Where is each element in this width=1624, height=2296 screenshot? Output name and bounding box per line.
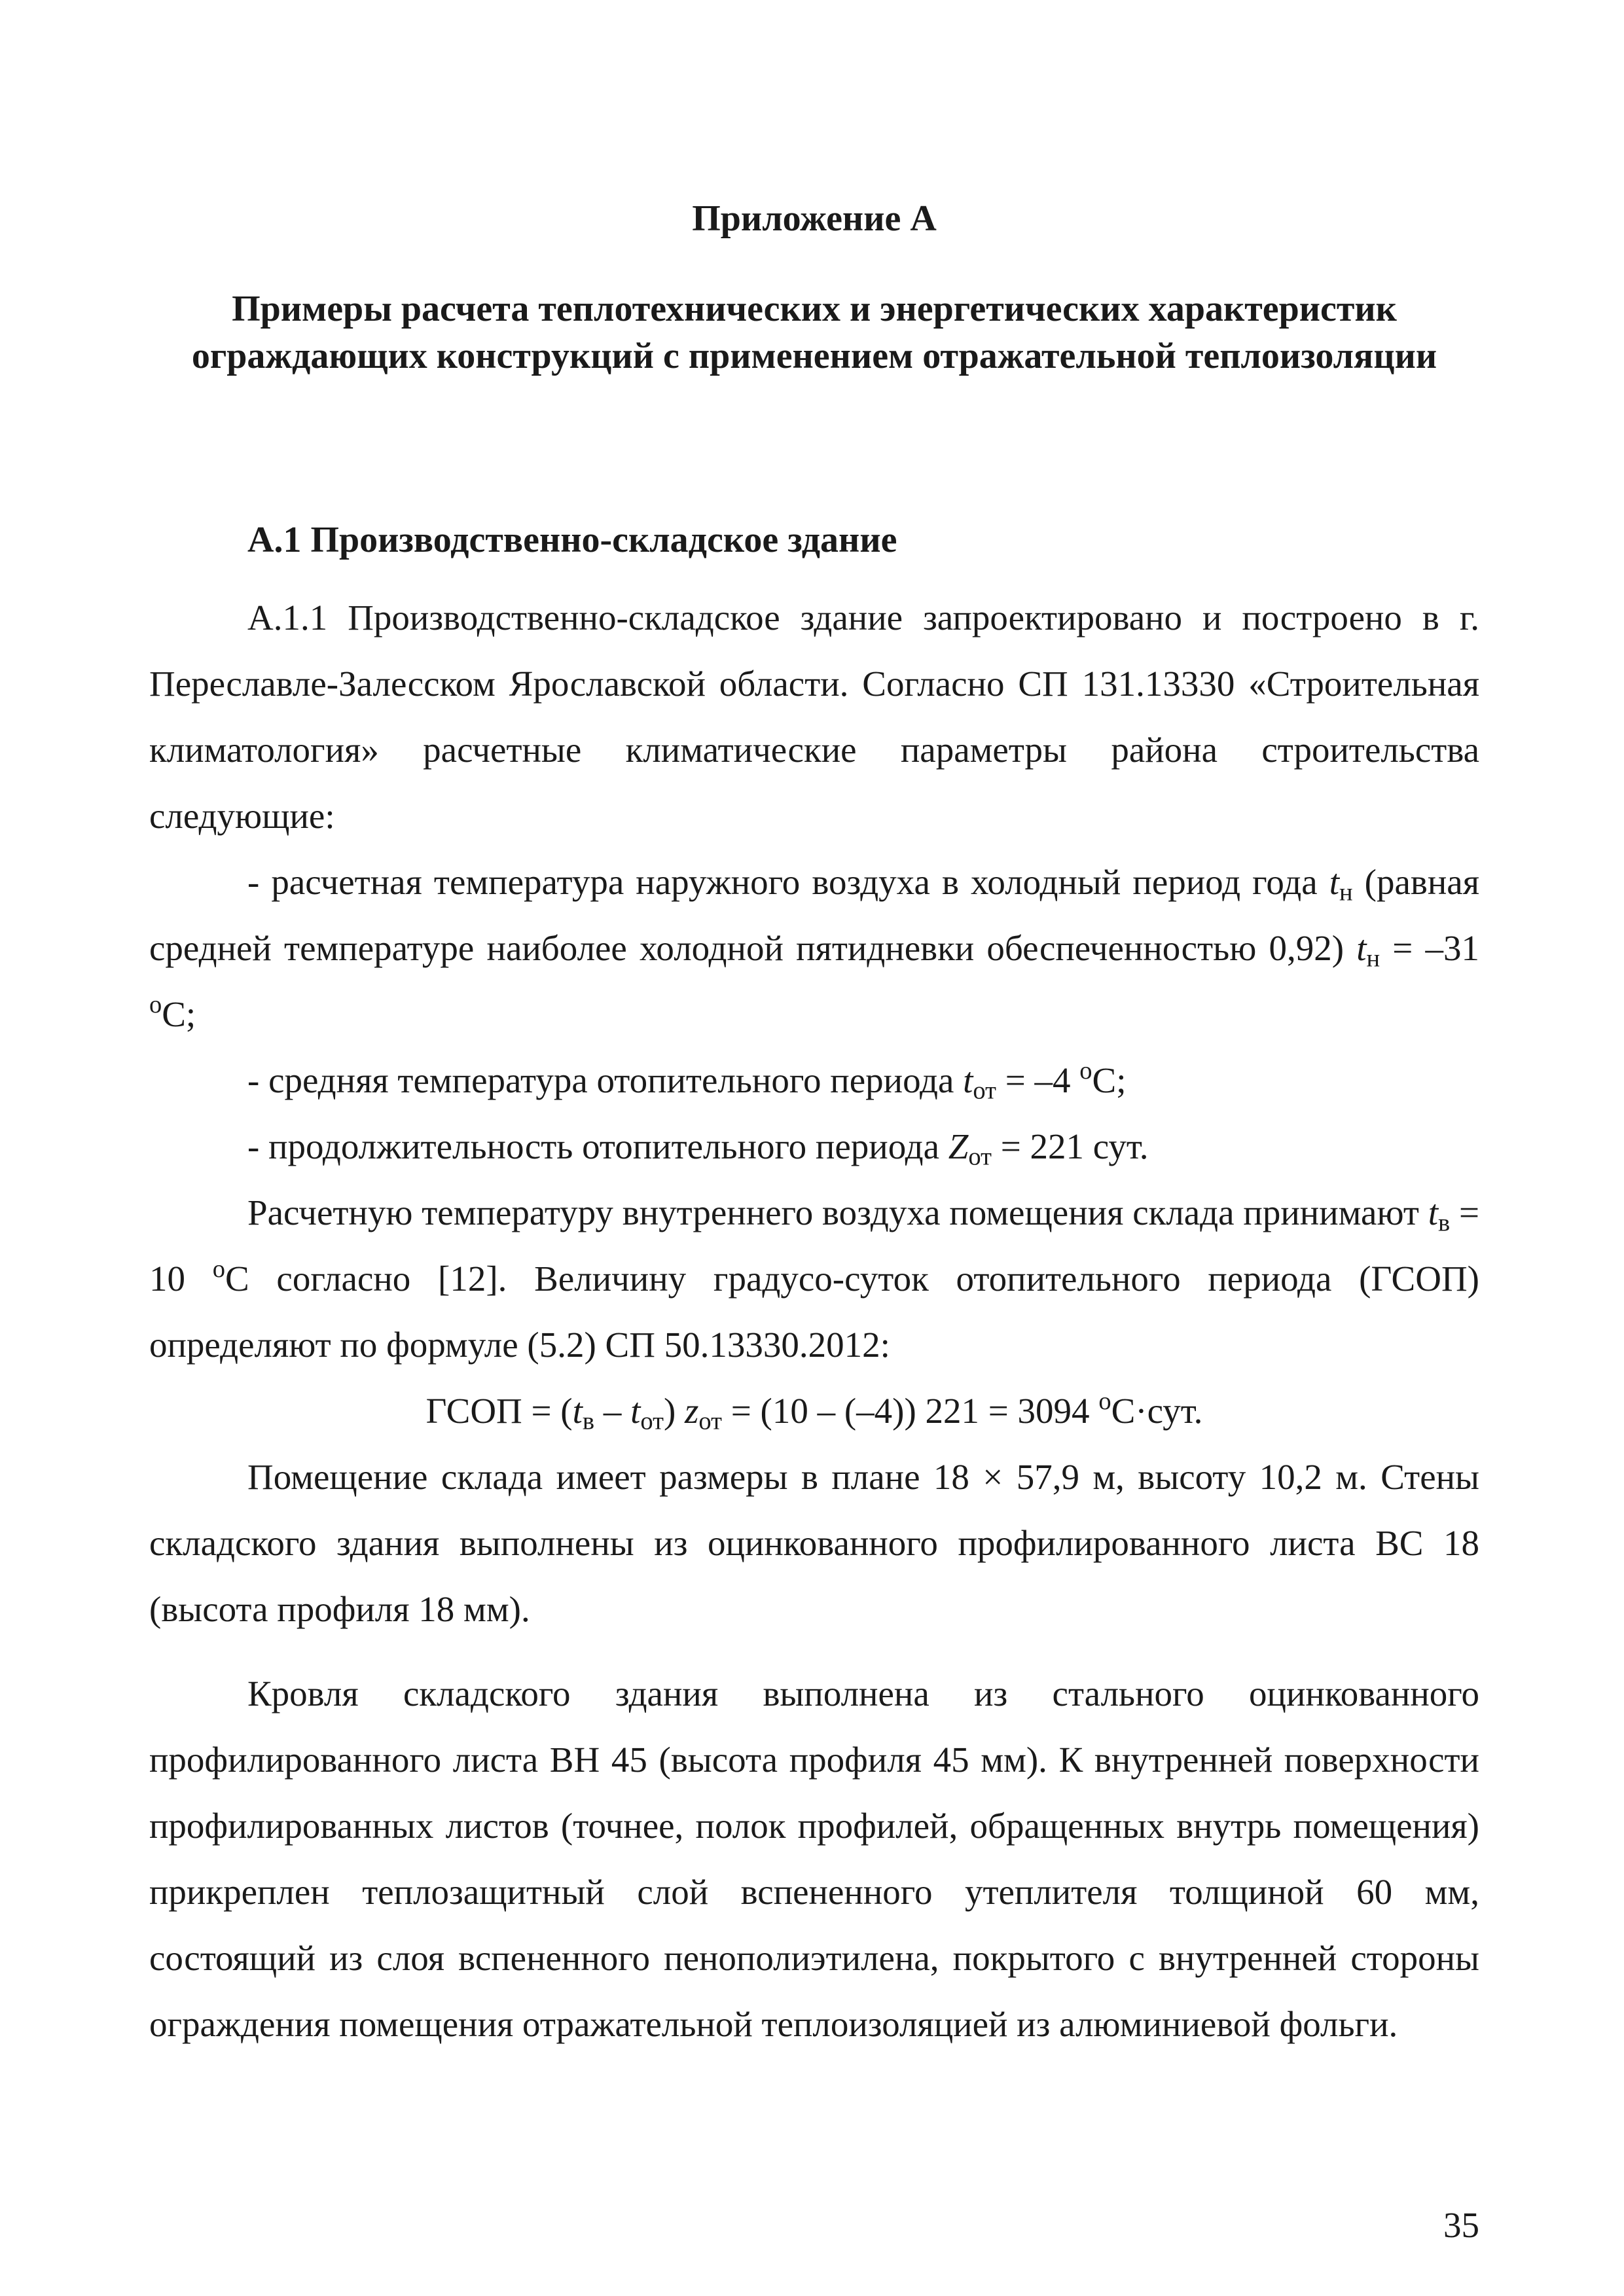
formula-part-b: = (10 – (–4)) 221 = 3094 xyxy=(722,1391,1099,1431)
formula-unit: С·сут. xyxy=(1111,1391,1203,1431)
paragraph-roof: Кровля складского здания выполнена из стального оцинкованного профилированного листа ВН 45 (высота профиля 45 мм). К внутренней поверхности профилированных листов (точнее, полок профилей, обращенных внутрь помещения) прикреплен теплозащитный слой вспененного утеплителя толщиной 60 мм, состоящий из слоя вспененного пенополиэтилена, покрытого с внутренней стороны ограждения помещения отражательной теплоизоляцией из алюминиевой фольги. xyxy=(149,1674,1479,2044)
formula-sub-in: в xyxy=(582,1407,595,1435)
formula-minus: – xyxy=(594,1391,631,1431)
item2-unit: С; xyxy=(1092,1060,1127,1100)
formula-gsop xyxy=(149,1378,1479,1444)
item1-value: = –31 xyxy=(1380,928,1479,968)
p2-value: = 10 xyxy=(149,1193,1479,1299)
item2-subscript: от xyxy=(973,1077,996,1105)
paragraph-building-walls: Помещение склада имеет размеры в плане 18 × 57,9 м, высоту 10,2 м. Стены складского здания выполнены из оцинкованного профилированного листа ВС 18 (высота профиля 18 мм). xyxy=(149,1457,1479,1629)
formula-t-in: t xyxy=(572,1391,583,1431)
p2-text-b: С согласно [12]. Величину градусо-суток отопительного периода (ГСОП) определяют по формуле (5.2) СП 50.13330.2012: xyxy=(149,1259,1479,1365)
formula-sub-z: от xyxy=(698,1407,722,1435)
paragraph-intro: А.1.1 Производственно-складское здание запроектировано и построено в г. Переславле-Залесском Ярославской области. Согласно СП 131.13330 «Строительная климатология» расчетные климатические параметры района строительства следующие: xyxy=(149,598,1479,836)
formula-t-heat: t xyxy=(630,1391,641,1431)
formula-z: z xyxy=(685,1391,699,1431)
degree-sign: о xyxy=(1098,1387,1111,1415)
paragraph-indoor-temperature xyxy=(149,1179,1479,1378)
degree-sign: о xyxy=(149,990,162,1018)
item3-subscript: от xyxy=(968,1143,992,1171)
section-title: А.1 Производственно-складское здание xyxy=(247,520,897,560)
formula-sub-heat: от xyxy=(640,1407,664,1435)
p2-symbol: t xyxy=(1428,1193,1438,1232)
page-content xyxy=(149,195,1479,2057)
item1-symbol: t xyxy=(1329,862,1339,902)
degree-sign: о xyxy=(1079,1056,1092,1085)
p2-text-a: Расчетную температуру внутреннего воздуха помещения склада принимают xyxy=(247,1193,1428,1232)
item2-value: = –4 xyxy=(996,1060,1080,1100)
degree-sign: о xyxy=(212,1255,225,1283)
appendix-title: Приложение А xyxy=(692,198,937,239)
item1-text-2: (равная средней температуре наиболее холодной пятидневки обеспеченностью 0,92) xyxy=(149,862,1479,968)
page-number: 35 xyxy=(1443,2205,1479,2245)
item2-symbol: t xyxy=(963,1060,973,1100)
item1-unit: С; xyxy=(162,994,196,1034)
item1-subscript-2: н xyxy=(1366,944,1380,973)
document-title xyxy=(149,285,1479,380)
list-item-heating-duration xyxy=(149,1113,1479,1179)
paragraph-gap xyxy=(149,1642,1479,1660)
p2-subscript: в xyxy=(1437,1209,1451,1237)
list-item-outdoor-temperature xyxy=(149,849,1479,1047)
item1-text: - расчетная температура наружного воздуха в холодный период года xyxy=(247,862,1329,902)
document-title-line-2: ограждающих конструкций с применением отражательной теплоизоляции xyxy=(191,336,1437,376)
formula-part-a: ГСОП = ( xyxy=(425,1391,573,1431)
item1-symbol-2: t xyxy=(1356,928,1367,968)
item3-value: = 221 сут. xyxy=(991,1126,1149,1166)
item3-symbol: Z xyxy=(948,1126,969,1166)
item3-text: - продолжительность отопительного периода xyxy=(247,1126,948,1166)
document-title-line-1: Примеры расчета теплотехнических и энергетических характеристик xyxy=(232,289,1397,329)
item1-subscript: н xyxy=(1339,878,1353,906)
formula-close: ) xyxy=(663,1391,685,1431)
list-item-heating-temperature xyxy=(149,1047,1479,1113)
item2-text: - средняя температура отопительного периода xyxy=(247,1060,964,1100)
